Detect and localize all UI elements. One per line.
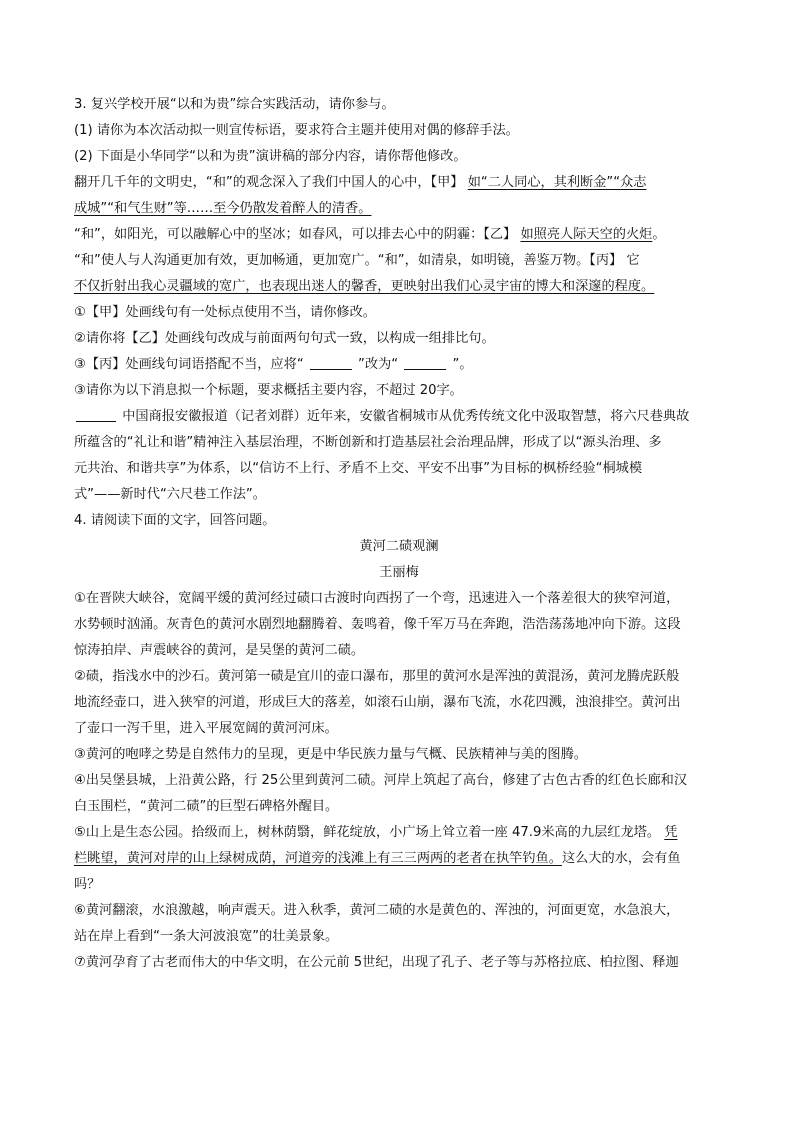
speech-paragraph-1-line-2	[74, 196, 724, 222]
title-answer-blank[interactable]	[76, 407, 116, 422]
underlined-sentence-bing: 不仅折射出我心灵疆域的宽广，也表现出迷人的馨香，更映射出我们心灵宇宙的博大和深邃的程度。	[74, 279, 655, 294]
question-3-sub-2: (2) 下面是小华同学“以和为贵”演讲稿的部分内容，请你帮他修改。	[74, 149, 467, 164]
article-paragraph-5-line-2	[74, 846, 724, 872]
question-3-sub-1: (1) 请你为本次活动拟一则宣传标语，要求符合主题并使用对偶的修辞手法。	[74, 123, 519, 138]
sub-question-3	[74, 352, 724, 378]
speech-paragraph-1-line-1	[74, 170, 724, 196]
article-paragraph-1-line-3: 惊涛拍岸、声震峡谷的黄河，是吴堡的黄河二碛。	[74, 643, 365, 658]
news-text: 中国商报安徽报道（记者刘群）近年来，安徽省桐城市从优秀传统文化中汲取智慧，将六尺巷典故	[118, 409, 690, 424]
sub-question-3-text: ”改为“	[353, 357, 403, 372]
speech-text: “和”，如阳光，可以融解心中的坚冰；如春风，可以排去心中的阴霾：【乙】	[74, 227, 521, 242]
underlined-sentence-jia-cont: 成城”“和气生财”等……至今仍散发着醉人的清香。	[74, 201, 372, 216]
speech-text: 。	[652, 227, 666, 242]
underlined-sentence: 栏眺望，黄河对岸的山上绿树成荫，河道旁的浅滩上有三三两两的老者在执竿钓鱼。	[74, 851, 562, 866]
sub-question-4: ③请你为以下消息拟一个标题，要求概括主要内容，不超过 20字。	[74, 383, 463, 398]
article-paragraph-6-line-1: ⑥黄河翻滚，水浪激越，响声震天。进入秋季，黄河二碛的水是黄色的、浑浊的，河面更宽，水急浪大，	[74, 903, 680, 918]
article-paragraph-2-line-3: 了壶口一泻千里，进入平展宽阔的黄河河床。	[74, 721, 338, 736]
article-paragraph-2-line-2: 地流经壶口，进入狭窄的河道，形成巨大的落差，如滚石山崩，瀑布飞流，水花四溅，浊浪排空。黄河出	[74, 695, 681, 710]
article-text: ⑤山上是生态公园。拾级而上，树林荫翳，鲜花绽放，小广场上耸立着一座 47.9米高的九层红龙塔。	[74, 825, 665, 840]
answer-blank-1[interactable]	[310, 355, 352, 370]
news-line-1	[74, 404, 724, 430]
article-paragraph-1-line-2: 水势顿时汹涌。灰青色的黄河水剧烈地翻腾着、轰鸣着，像千军万马在奔跑，浩浩荡荡地冲向下游。这段	[74, 617, 681, 632]
article-paragraph-3: ③黄河的咆哮之势是自然伟力的呈现，更是中华民族力量与气概、民族精神与美的图腾。	[74, 747, 587, 762]
news-line-2: 所蕴含的“礼让和谐”精神注入基层治理，不断创新和打造基层社会治理品牌，形成了以“源头治理、多	[74, 435, 662, 450]
sub-question-3-text: ③【丙】处画线句词语搭配不当，应将“	[74, 357, 308, 372]
sub-question-1: ①【甲】处画线句有一处标点使用不当，请你修改。	[74, 305, 376, 320]
speech-text: 翻开几千年的文明史，“和”的观念深入了我们中国人的心中，【甲】	[74, 175, 468, 190]
article-paragraph-7-line-1: ⑦黄河孕育了古老而伟大的中华文明，在公元前 5世纪，出现了孔子、老子等与苏格拉底、柏拉图、释迦	[74, 955, 679, 970]
answer-blank-2[interactable]	[404, 355, 446, 370]
speech-paragraph-2	[74, 222, 724, 248]
sub-question-2: ②请你将【乙】处画线句改成与前面两句句式一致，以构成一组排比句。	[74, 331, 495, 346]
underlined-sentence-yi: 如照亮人际天空的火炬	[520, 227, 653, 242]
article-author: 王丽梅	[379, 565, 419, 580]
article-paragraph-4-line-1: ④出吴堡县城，上沿黄公路，行 25公里到黄河二碛。河岸上筑起了高台，修建了古色古香的红色长廊和汉	[74, 773, 688, 788]
speech-paragraph-3-line-1: “和”使人与人沟通更加有效，更加畅通，更加宽广。“和”，如清泉，如明镜，善鉴万物。【丙】 它	[74, 253, 640, 268]
question-3-title: 3. 复兴学校开展“以和为贵”综合实践活动，请你参与。	[74, 97, 395, 112]
question-4-title: 4. 请阅读下面的文字，回答问题。	[74, 513, 276, 528]
underlined-sentence-jia: 如“二人同心，其利断金”“众志	[467, 175, 647, 190]
news-line-4: 式”——新时代“六尺巷工作法”。	[74, 487, 266, 502]
article-title: 黄河二碛观澜	[359, 539, 439, 554]
sub-question-3-text: ”。	[448, 357, 473, 372]
underlined-sentence: 凭	[664, 825, 678, 840]
article-paragraph-1-line-1: ①在晋陕大峡谷，宽阔平缓的黄河经过碛口古渡时向西拐了一个弯，迅速进入一个落差很大的狭窄河道，	[74, 591, 680, 606]
speech-paragraph-3-line-2	[74, 274, 724, 300]
article-paragraph-6-line-2: 站在岸上看到“一条大河波浪宽”的壮美景象。	[74, 929, 339, 944]
article-paragraph-5-line-3: 吗？	[74, 877, 101, 892]
news-line-3: 元共治、和谐共享”为体系，以“信访不上行、矛盾不上交、平安不出事”为目标的枫桥经验“桐城模	[74, 461, 643, 476]
document-page	[74, 92, 724, 976]
article-paragraph-4-line-2: 白玉围栏，“黄河二碛”的巨型石碑格外醒目。	[74, 799, 339, 814]
article-text: 这么大的水，会有鱼	[561, 851, 681, 866]
article-paragraph-2-line-1: ②碛，指浅水中的沙石。黄河第一碛是宜川的壶口瀑布，那里的黄河水是浑浊的黄混汤，黄河龙腾虎跃般	[74, 669, 680, 684]
article-paragraph-5-line-1	[74, 820, 724, 846]
